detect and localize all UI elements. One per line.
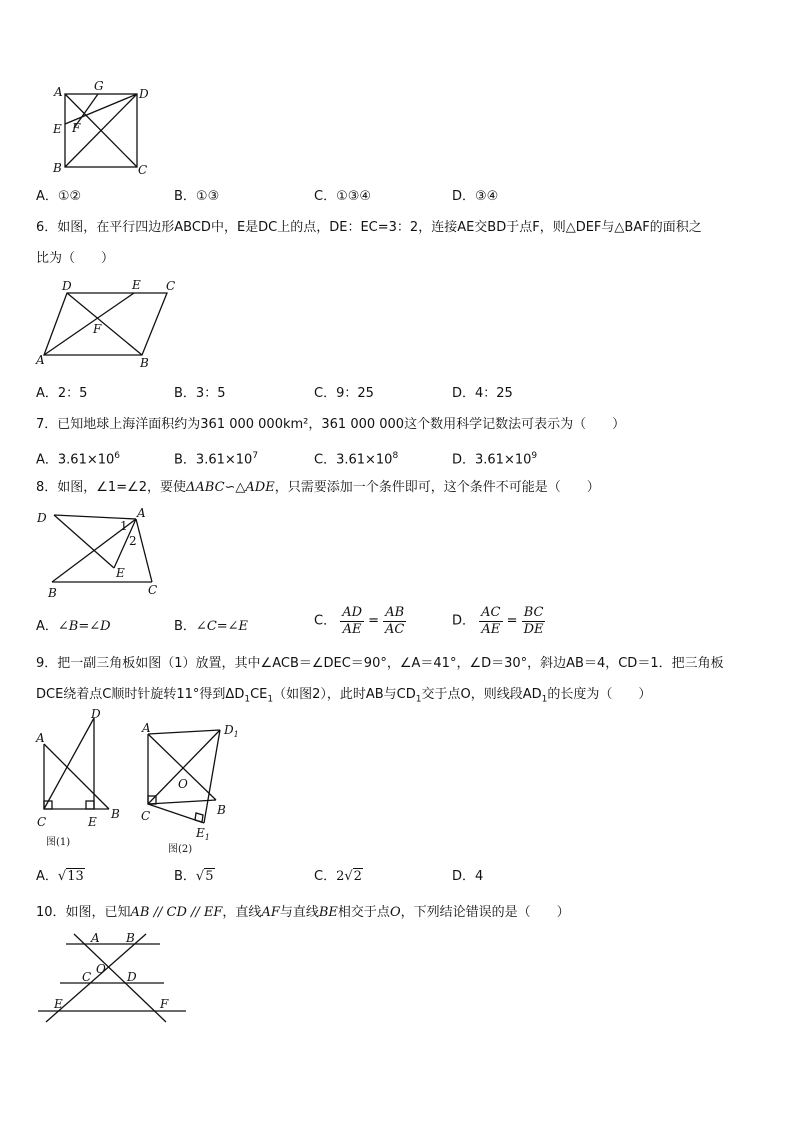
fig9a-label-d: D bbox=[91, 707, 101, 721]
q6-text-line1: 6．如图，在平行四边形ABCD中，E是DC上的点，DE：EC=3：2，连接AE交BD于点F，则△DEF与△BAF的面积之 bbox=[36, 220, 702, 235]
q9-option-c[interactable]: C．2√2 bbox=[314, 869, 362, 884]
fig10-label-o: O bbox=[96, 962, 106, 976]
q7-text: 7．已知地球上海洋面积约为361 000 000km²，361 000 000这个数用科学记数法可表示为（ ） bbox=[36, 417, 626, 432]
q6-text-line2: 比为（ ） bbox=[36, 251, 115, 266]
fig9b-label-e1: $E_1$ bbox=[196, 826, 210, 842]
q9-text-line2: DCE绕着点C顺时针旋转11°得到$\Delta D_1CE_1$（如图2），此时AB与$CD_1$交于点O，则线段$AD_1$的长度为（ ） bbox=[36, 687, 652, 705]
fig9a-label-b: B bbox=[111, 807, 120, 821]
fig10-label-e: E bbox=[54, 997, 63, 1011]
fig8-label-d: D bbox=[37, 511, 47, 525]
fig8-label-a: A bbox=[137, 506, 146, 520]
q5-square-figure bbox=[50, 80, 160, 180]
q6-parallelogram-figure bbox=[34, 278, 184, 373]
q8-triangle-figure bbox=[34, 505, 174, 603]
fig6-label-a: A bbox=[36, 353, 45, 367]
q5-option-a[interactable]: A．①② bbox=[36, 189, 82, 204]
fig5-label-e: E bbox=[53, 122, 62, 136]
q7-option-c[interactable]: C．$3.61\times 10^8$ bbox=[314, 451, 399, 468]
fig6-label-b: B bbox=[140, 356, 149, 370]
fig10-label-f: F bbox=[160, 997, 169, 1011]
q9-option-d[interactable]: D．4 bbox=[452, 869, 484, 884]
fig5-label-f: F bbox=[72, 121, 81, 135]
fig10-label-d: D bbox=[127, 970, 137, 984]
fig6-label-e: E bbox=[132, 278, 141, 292]
fig9b-caption: 图(2) bbox=[168, 844, 193, 855]
fig6-label-d: D bbox=[62, 279, 72, 293]
q5-option-c[interactable]: C．①③④ bbox=[314, 189, 372, 204]
fig8-label-1: 1 bbox=[120, 519, 128, 533]
q6-option-c[interactable]: C．9：25 bbox=[314, 386, 374, 401]
q6-option-a[interactable]: A．2：5 bbox=[36, 386, 88, 401]
fig6-label-c: C bbox=[166, 279, 176, 293]
fig9a-caption: 图(1) bbox=[46, 837, 71, 848]
fig9a-label-c: C bbox=[37, 815, 47, 829]
fig5-label-d: D bbox=[139, 87, 149, 101]
q9-text-line1: 9．把一副三角板如图（1）放置，其中∠ACB＝∠DEC＝90°，∠A＝41°，∠D＝30°，斜边AB＝4，CD＝1．把三角板 bbox=[36, 656, 724, 671]
q10-text: 10．如图，已知AB // CD // EF，直线AF与直线BE相交于点O，下列结论错误的是（ ） bbox=[36, 905, 570, 920]
fig9a-label-a: A bbox=[36, 731, 45, 745]
fig9b-label-a: A bbox=[142, 721, 151, 735]
fig5-label-b: B bbox=[53, 161, 62, 175]
q8-option-a[interactable]: A．∠B=∠D bbox=[36, 619, 111, 634]
fig6-label-f: F bbox=[93, 322, 102, 336]
fig5-label-c: C bbox=[138, 163, 148, 177]
q7-option-b[interactable]: B．$3.61\times 10^7$ bbox=[174, 451, 259, 468]
q7-option-a[interactable]: A．$3.61\times 10^6$ bbox=[36, 451, 121, 468]
fig8-label-e: E bbox=[116, 566, 125, 580]
q8-option-c[interactable]: C． $\frac{AD}{AE}$ = $\frac{AB}{AC}$ bbox=[314, 605, 405, 637]
fig10-label-a: A bbox=[91, 931, 100, 945]
q10-parallel-lines-figure bbox=[34, 926, 194, 1030]
fig9b-label-o: O bbox=[178, 777, 188, 791]
fig9b-label-c: C bbox=[141, 809, 151, 823]
q9-option-a[interactable]: A．√13 bbox=[36, 869, 84, 884]
q9-option-b[interactable]: B．√5 bbox=[174, 869, 214, 884]
q8-option-b[interactable]: B．∠C=∠E bbox=[174, 619, 249, 634]
fig8-label-2: 2 bbox=[129, 534, 137, 548]
fig9b-label-b: B bbox=[217, 803, 226, 817]
q6-option-d[interactable]: D．4：25 bbox=[452, 386, 513, 401]
q6-option-b[interactable]: B．3：5 bbox=[174, 386, 226, 401]
fig8-label-b: B bbox=[48, 586, 57, 600]
fig5-label-g: G bbox=[94, 80, 104, 93]
fig10-label-b: B bbox=[126, 931, 135, 945]
fig9b-label-d1: $D_1$ bbox=[224, 723, 239, 739]
fig10-label-c: C bbox=[82, 970, 92, 984]
fig9a-label-e: E bbox=[88, 815, 97, 829]
q9-figure-1 bbox=[34, 706, 129, 851]
q9-figure-2 bbox=[136, 716, 246, 858]
q8-option-d[interactable]: D． $\frac{AC}{AE}$ = $\frac{BC}{DE}$ bbox=[452, 605, 544, 637]
q8-text: 8．如图，∠1=∠2，要使ΔABC∽△ADE，只需要添加一个条件即可，这个条件不可能是（ ） bbox=[36, 480, 600, 495]
q5-option-d[interactable]: D．③④ bbox=[452, 189, 499, 204]
q5-option-b[interactable]: B．①③ bbox=[174, 189, 220, 204]
fig5-label-a: A bbox=[54, 85, 63, 99]
q7-option-d[interactable]: D．$3.61\times 10^9$ bbox=[452, 451, 538, 468]
fig8-label-c: C bbox=[148, 583, 158, 597]
